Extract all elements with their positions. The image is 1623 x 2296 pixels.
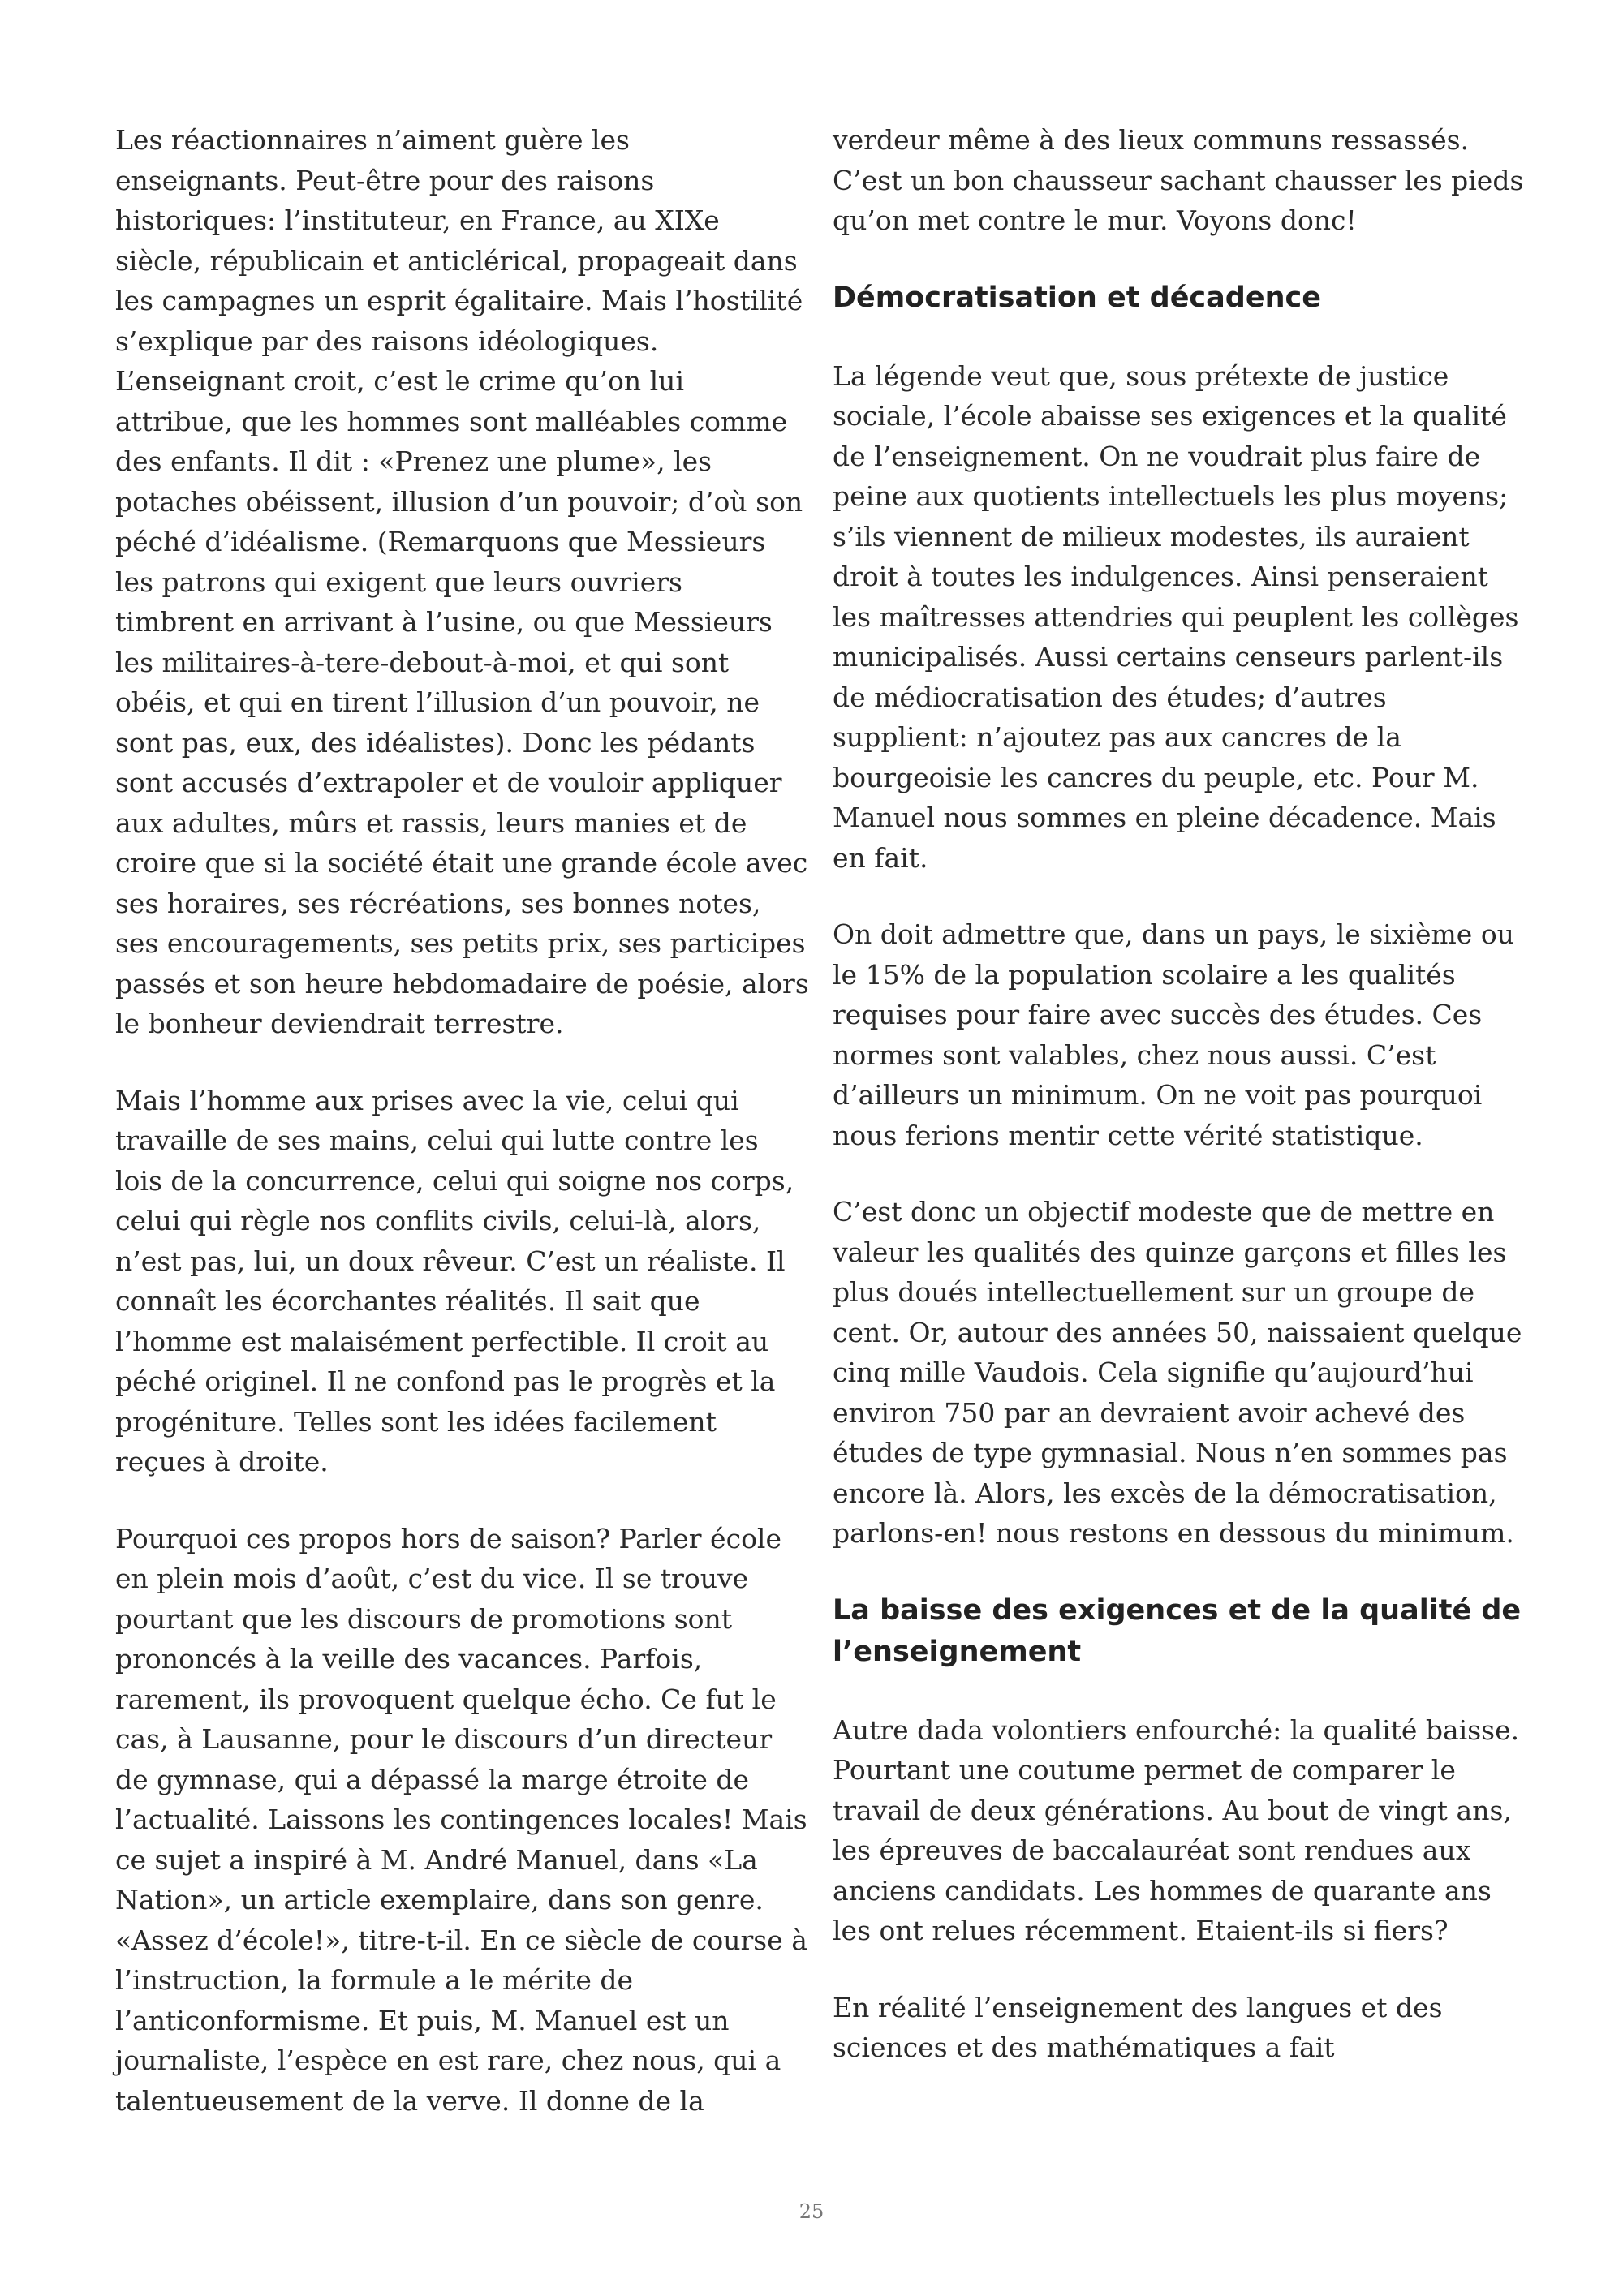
paragraph: C’est donc un objectif modeste que de mettre en valeur les qualités des quinze garçons et filles les plus doués intellectuellement sur un groupe de cent. Or, autour des années 50, naissaient quelque cinq mille Vaudois. Cela signifie qu’aujourd’hui environ 750 par an devraient avoir achevé des études de type gymnasial. Nous n’en sommes pas encore là. Alors, les excès de la démocratisation, parlons-en! nous restons en dessous du minimum.: [833, 1196, 1522, 1549]
paragraph: La légende veut que, sous prétexte de justice sociale, l’école abaisse ses exigences et la qualité de l’enseignement. On ne voudrait plus faire de peine aux quotients intellectuels les plus moyens; s’ils viennent de milieux modestes, ils auraient droit à toutes les indulgences. Ainsi penseraient les maîtresses attendries qui peuplent les collèges municipalisés. Aussi certains censeurs parlent-ils de médiocratisation des études; d’autres supplient: n’ajoutez pas aux cancres de la bourgeoisie les cancres du peuple, etc. Pour M. Manuel nous sommes en pleine décadence. Mais en fait.: [833, 359, 1519, 874]
paragraph: verdeur même à des lieux communs ressassés. C’est un bon chausseur sachant chausser les pieds qu’on met contre le mur. Voyons donc!: [833, 124, 1524, 236]
section-heading-democratisation: Démocratisation et décadence: [833, 281, 1321, 314]
paragraph: Mais l’homme aux prises avec la vie, celui qui travaille de ses mains, celui qui lutte contre les lois de la concurrence, celui qui soigne nos corps, celui qui règle nos conflits civils, celui-là, alors, n’est pas, lui, un doux rêveur. C’est un réaliste. Il connaît les écorchantes réalités. Il sait que l’homme est malaisément perfectible. Il croit au péché originel. Il ne confond pas le progrès et la progéniture. Telles sont les idées facilement reçues à droite.: [115, 1084, 794, 1477]
paragraph: Pourquoi ces propos hors de saison? Parler école en plein mois d’août, c’est du vice. Il se trouve pourtant que les discours de promotions sont prononcés à la veille des vacances. Parfois, rarement, ils provoquent quelque écho. Ce fut le cas, à Lausanne, pour le discours d’un directeur de gymnase, qui a dépassé la marge étroite de l’actualité. Laissons les contingences locales! Mais ce sujet a inspiré à M. André Manuel, dans «La Nation», un article exemplaire, dans son genre. «Assez d’école!», titre-t-il. En ce siècle de course à l’instruction, la formule a le mérite de l’anticonformisme. Et puis, M. Manuel est un journaliste, l’espèce en est rare, chez nous, qui a talentueusement de la verve. Il donne de la: [115, 1522, 807, 2117]
section-heading-baisse-exigences: La baisse des exigences et de la qualité de l’enseignement: [833, 1593, 1522, 1668]
page-number: 25: [799, 2200, 824, 2223]
paragraph: Autre dada volontiers enfourché: la qualité baisse. Pourtant une coutume permet de comparer le travail de deux générations. Au bout de vingt ans, les épreuves de baccalauréat sont rendues aux anciens candidats. Les hommes de quarante ans les ont relues récemment. Etaient-ils si fiers?: [833, 1713, 1520, 1946]
paragraph: Les réactionnaires n’aiment guère les enseignants. Peut-être pour des raisons historiques: l’instituteur, en France, au XIXe siècle, républicain et anticlérical, propageait dans les campagnes un esprit égalitaire. Mais l’hostilité s’explique par des raisons idéologiques. L’enseignant croit, c’est le crime qu’on lui attribue, que les hommes sont malléables comme des enfants. Il dit : «Prenez une plume», les potaches obéissent, illusion d’un pouvoir; d’où son péché d’idéalisme. (Remarquons que Messieurs les patrons qui exigent que leurs ouvriers timbrent en arrivant à l’usine, ou que Messieurs les militaires-à-tere-debout-à-moi, et qui sont obéis, et qui en tirent l’illusion d’un pouvoir, ne sont pas, eux, des idéalistes). Donc les pédants sont accusés d’extrapoler et de vouloir appliquer aux adultes, mûrs et rassis, leurs manies et de croire que si la société était une grande école avec ses horaires, ses récréations, ses bonnes notes, ses encouragements, ses petits prix, ses participes passés et son heure hebdomadaire de poésie, alors le bonheur deviendrait terrestre.: [115, 124, 809, 1039]
paragraph: En réalité l’enseignement des langues et des sciences et des mathématiques a fait: [833, 1991, 1443, 2063]
paragraph: On doit admettre que, dans un pays, le sixième ou le 15% de la population scolaire a les qualités requises pour faire avec succès des études. Ces normes sont valables, chez nous aussi. C’est d’ailleurs un minimum. On ne voit pas pourquoi nous ferions mentir cette vérité statistique.: [833, 918, 1514, 1151]
right-column: [833, 120, 1526, 2105]
left-column: [115, 120, 809, 2157]
